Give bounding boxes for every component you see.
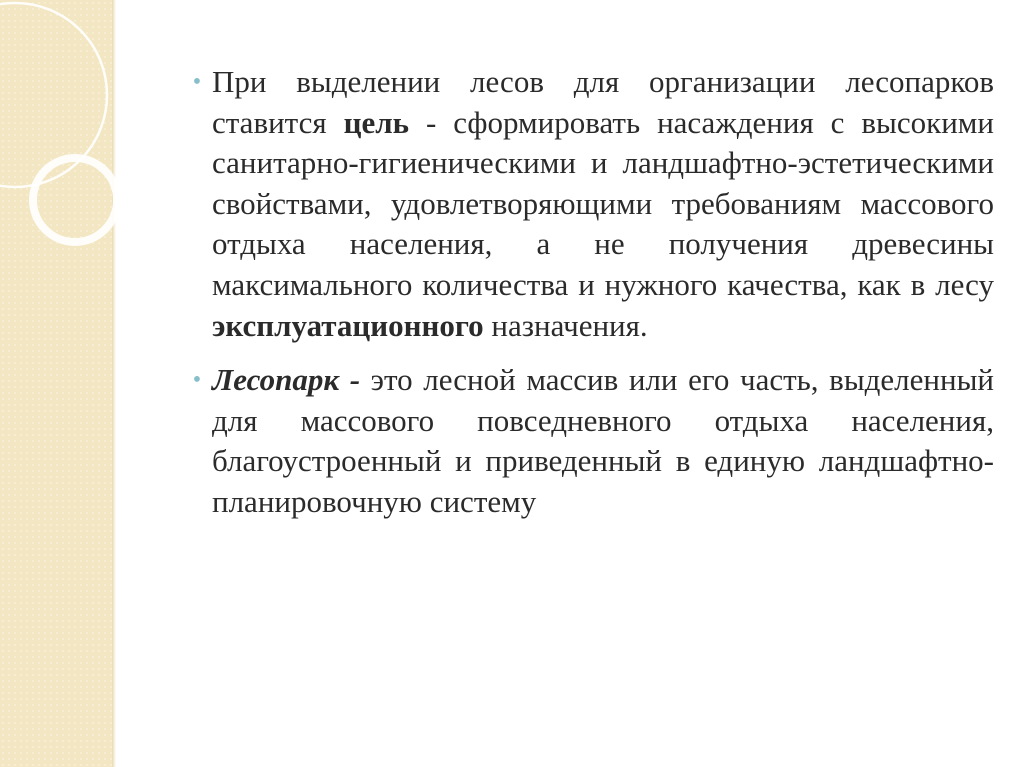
goal-text-part-3: назначения. [483, 307, 648, 343]
goal-text-part-1: При выделении лесов для организации лесопарков ставится [212, 64, 994, 140]
definition-text: это лесной массив или его часть, выделенный для массового повседневного отдыха населения, благоустроенный и приведенный в единую ландшафтно-планировочную систему [212, 362, 995, 519]
paragraph-definition [192, 360, 995, 522]
paragraph-goal [192, 62, 994, 346]
slide-content [192, 62, 995, 537]
bullet-icon: • [192, 367, 202, 394]
decorative-side-band [0, 0, 112, 767]
bullet-icon: • [192, 69, 202, 95]
definition-term: Лесопарк - [212, 362, 361, 398]
goal-text-part-2: - сформировать насаждения с высокими санитарно-гигиеническими и ландшафтно-эстетическими свойствами, удовлетворяющими требованиям массового отдыха населения, а не получения древесины максимального количества и нужного качества, как в лесу [212, 104, 994, 302]
forest-type-keyword: эксплуатационного [212, 307, 484, 343]
goal-keyword: цель [343, 104, 409, 140]
side-band-edge [112, 0, 116, 767]
